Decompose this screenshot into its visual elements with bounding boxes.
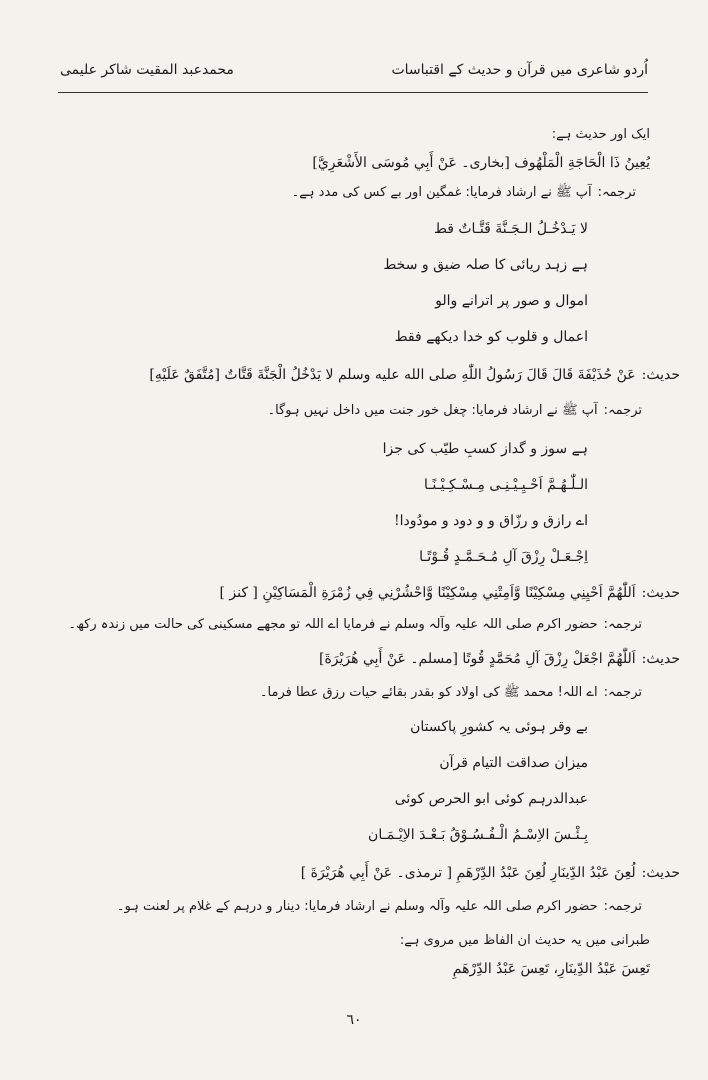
- arabic-line: تَعِسَ عَبْدُ الدِّينَارِ، تَعِسَ عَبْدُ الدِّرْهَمِ: [452, 961, 650, 977]
- hadith-line: حدیث:اَللّٰهُمَّ اَحْيِنِي مِسْكِيْنًا وَّاَمِتْنِي مِسْكِيْنًا وَّاحْشُرْنِي فِي زُمْرَةِ الْمَسَاكِيْنِ [ کنز ]: [219, 585, 680, 601]
- book-title: اُردو شاعری میں قرآن و حدیث کے اقتباسات: [391, 62, 648, 78]
- translation-line: ترجمہ:آپ ﷺ نے ارشاد فرمایا: غمگین اور بے کس کی مدد ہے۔: [291, 185, 636, 200]
- running-header: [60, 62, 648, 78]
- prose-line: طبرانی میں یہ حدیث ان الفاظ میں مروی ہے:: [399, 933, 650, 948]
- verse-line: اموال و صور پر اترانے والو: [435, 293, 588, 309]
- author-name: محمدعبد المقیت شاکر علیمی: [60, 62, 234, 78]
- verse-line: اِجْـعَـلْ رِزْقَ آلِ مُـحَـمَّـدٍ قُـوْتًـا: [419, 549, 588, 565]
- verse-line: لا یَـدْخُـلُ الـجَـنَّةَ قَتَّـاتٌ قط: [433, 221, 588, 237]
- translation-line: ترجمہ:اے اللہ! محمد ﷺ کی اولاد کو بقدر بقائے حیات رزق عطا فرما۔: [259, 685, 642, 700]
- hadith-line: حدیث:عَنْ حُذَيْفَةَ قَالَ قَالَ رَسُولُ اللّٰهِ صلى الله عليه وسلم لا يَدْخُلُ الْجَنَّةَ قَتَّاتٌ [مُتَّفَقٌ عَلَيْهِ]: [149, 367, 680, 383]
- verse-line: بِـئْـسَ الاِسْـمُ الْـفُـسُـوْقُ بَـعْـدَ الاِيْـمَـان: [368, 827, 588, 843]
- verse-line: میزان صداقت التیام قرآن: [439, 755, 588, 771]
- translation-line: ترجمہ:حضور اکرم صلی اللہ علیہ وآلہ وسلم نے فرمایا اے اللہ تو مجھے مسکینی کی حالت میں زندہ رکھ۔: [68, 617, 642, 632]
- hadith-line: حدیث:اَللّٰهُمَّ اجْعَلْ رِزْقَ آلِ مُحَمَّدٍ قُوتًا [مسلم۔ عَنْ أَبِي هُرَيْرَةَ]: [319, 651, 680, 667]
- translation-line: ترجمہ:آپ ﷺ نے ارشاد فرمایا: چغل خور جنت میں داخل نہیں ہوگا۔: [267, 403, 642, 418]
- verse-line: عبدالدرہم کوئی ابو الحرص کوئی: [394, 791, 588, 807]
- arabic-line: يُعِينُ ذَا الْحَاجَةِ الْمَلْهُوف [بخاری۔ عَنْ أَبِي مُوسَى الأَشْعَرِيَّ]: [312, 155, 650, 171]
- verse-line: بے وقر ہوئی یہ کشورِ پاکستان: [410, 719, 588, 735]
- verse-line: ہے سوز و گداز کسبِ طیّب کی جزا: [382, 441, 588, 457]
- header-rule: [58, 92, 648, 93]
- verse-line: الـلّٰـهُـمَّ اَحْـيِـيْـنِـى مِـسْـكِـيْـنًـا: [423, 477, 588, 493]
- verse-line: اے رازق و رزّاق و و دود و مودُودا!: [394, 513, 588, 529]
- verse-line: ہے زہد ریائی کا صلہ ضیق و سخط: [383, 257, 588, 273]
- prose-line: ایک اور حدیث ہے:: [551, 127, 650, 142]
- hadith-line: حدیث:لُعِنَ عَبْدُ الدِّينَارِ لُعِنَ عَبْدُ الدِّرْهَمِ [ ترمذی۔ عَنْ أَبِي هُرَيْرَةَ ]: [300, 865, 680, 881]
- translation-line: ترجمہ:حضور اکرم صلی اللہ علیہ وآلہ وسلم نے ارشاد فرمایا: دینار و درہم کے غلام پر لعنت ہو۔: [116, 899, 642, 914]
- page-number: ٦٠: [346, 1012, 362, 1028]
- verse-line: اعمال و قلوب کو خدا دیکھے فقط: [394, 329, 588, 345]
